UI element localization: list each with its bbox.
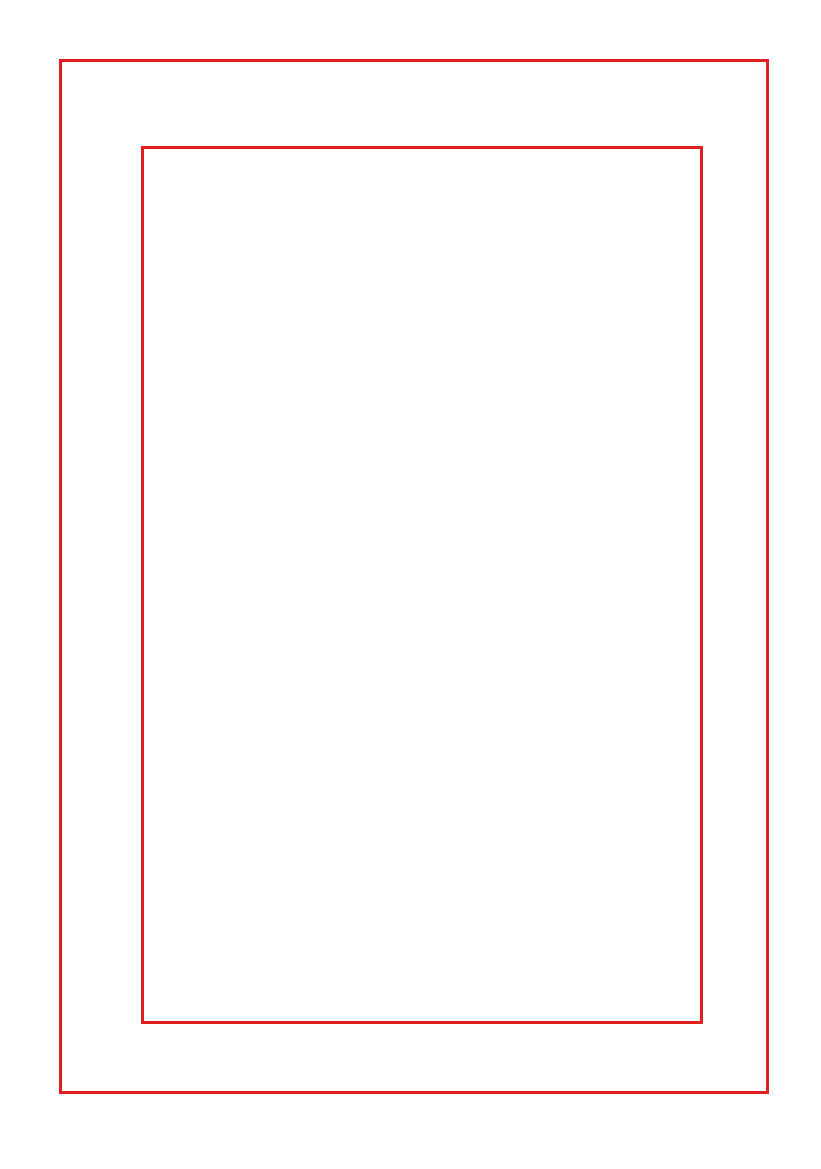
worksheet-panel [141,146,703,1024]
